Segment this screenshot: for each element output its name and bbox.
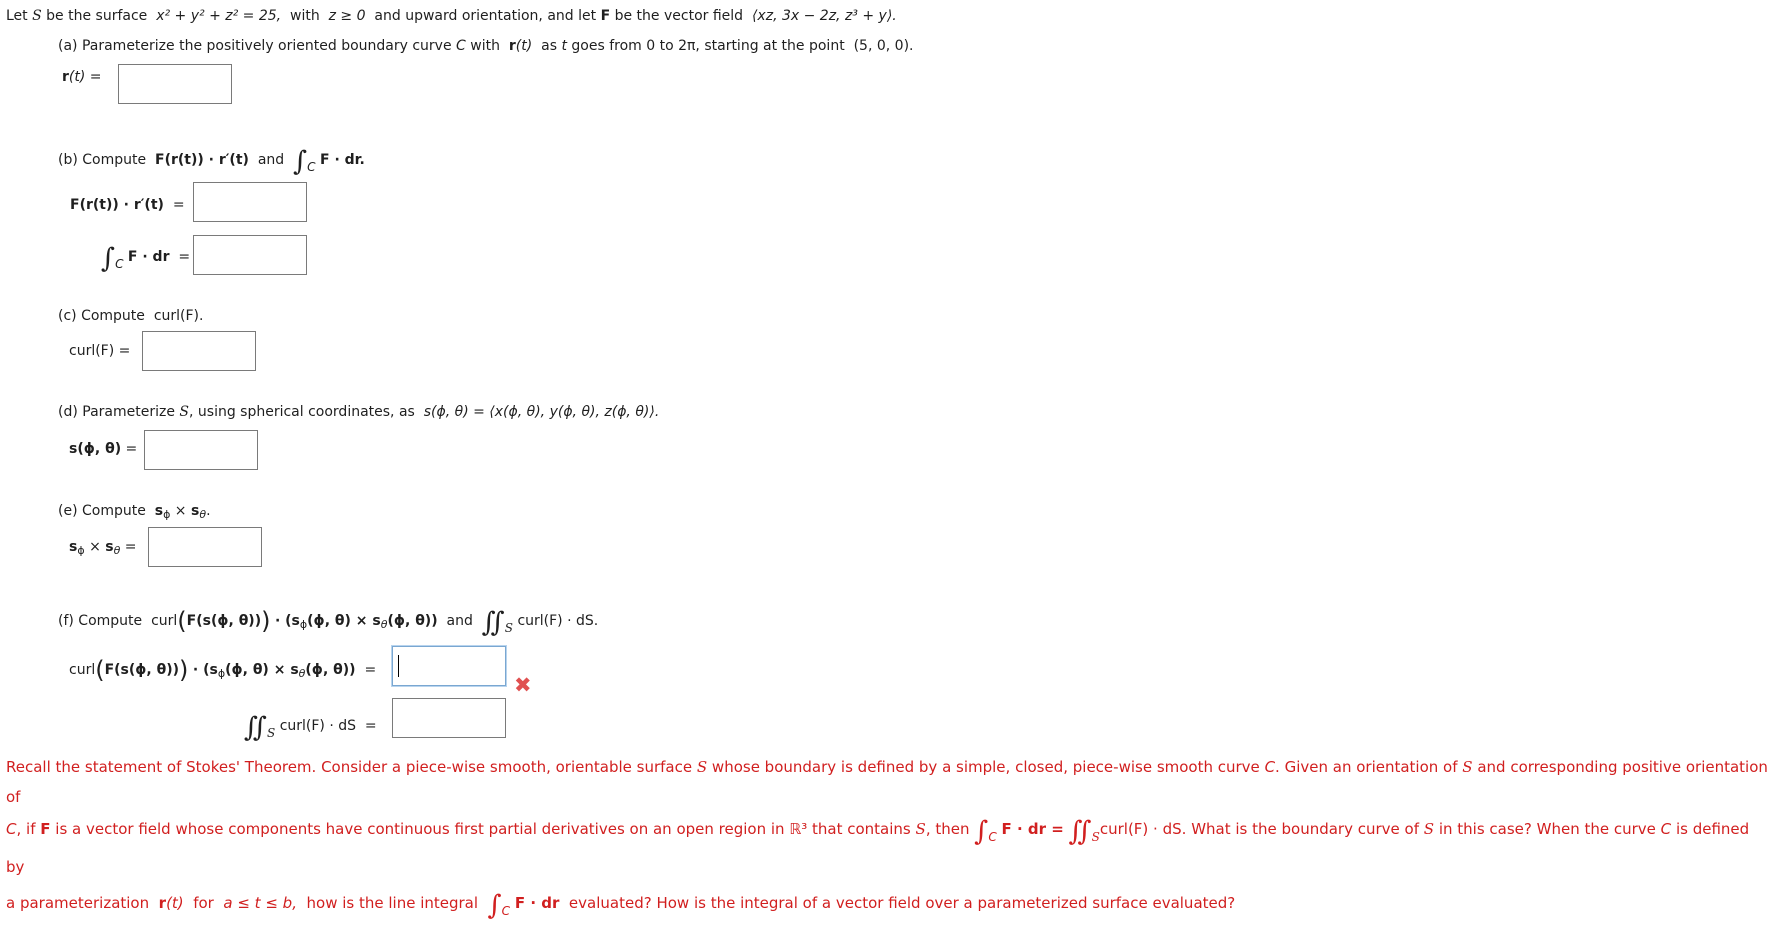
answer-input-f1[interactable] bbox=[392, 646, 506, 686]
incorrect-icon: ✖ bbox=[514, 673, 532, 697]
part-e-label: $s_\phi \times s_\theta$ = bbox=[69, 539, 137, 557]
answer-input-d[interactable] bbox=[144, 430, 258, 470]
part-a-question: (a) Parameterize the positively oriented boundary curve C with r(t) as t goes from 0 to 2π, starting at the point (5, 0, 0). bbox=[58, 38, 914, 54]
hint-line-3: a parameterization r(t) for a ≤ t ≤ b, how is the line integral $\int_C$ F · dr evaluated? How is the integral of a vector field over a parameterized surface evaluated? bbox=[6, 890, 1236, 921]
part-b-question: (b) Compute F(r(t)) · r′(t) and ∫C F · dr. bbox=[58, 146, 365, 177]
surface-integral-sign: ∬ bbox=[481, 607, 505, 638]
part-b-label-2: ∫C F · dr = bbox=[101, 243, 191, 274]
surface-symbol: S bbox=[32, 8, 42, 24]
hint-line-1: Recall the statement of Stokes' Theorem. Consider a piece-wise smooth, orientable surface S whose boundary is defined by a simple, closed, piece-wise smooth curve C. Given an orientation of S and corresponding positive orientation of bbox=[6, 758, 1768, 806]
part-b-label-1: F(r(t)) · r′(t) = bbox=[70, 197, 185, 213]
part-d-label: s(ϕ, θ) = bbox=[69, 441, 138, 457]
answer-input-e[interactable] bbox=[148, 527, 262, 567]
problem-statement: Let S be the surface x² + y² + z² = 25, with z ≥ 0 and upward orientation, and let F be the vector field ⟨xz, 3x − 2z, z³ + y⟩. bbox=[6, 8, 897, 24]
part-f-label-1: curl(F(s(ϕ, $\theta))) \cdot (s_\phi(\phi$, $\theta) \times s_\theta(\phi$, θ)) = bbox=[69, 656, 377, 684]
part-f-label-2: ∬S curl(F) · dS = bbox=[244, 712, 377, 743]
hint-line-2: C, if F is a vector field whose components have continuous first partial derivatives on an open region in ℝ³ that contains S, then $\int_C$ F · dr = $∬_Scurl(F)$ · dS. What is the boundary curve of S in this case? When the curve C is defined by bbox=[6, 816, 1750, 876]
vector-field: ⟨xz, 3x − 2z, z³ + y⟩. bbox=[751, 8, 897, 24]
answer-input-a[interactable] bbox=[118, 64, 232, 104]
part-c-question: (c) Compute curl(F). bbox=[58, 308, 204, 324]
answer-input-b2[interactable] bbox=[193, 235, 307, 275]
part-f-question: (f) Compute curl(F(s(ϕ, $\theta))) \cdot (s_\phi(\phi$, $\theta) \times s_\theta(\phi$, θ)) and ∬S curl(F) · dS. bbox=[58, 607, 599, 638]
text-cursor bbox=[398, 655, 399, 677]
part-a-label: r(t) = bbox=[62, 69, 102, 85]
answer-input-f2[interactable] bbox=[392, 698, 506, 738]
stokes-theorem-hint bbox=[6, 752, 1771, 926]
answer-input-c[interactable] bbox=[142, 331, 256, 371]
line-integral-sign: ∫ bbox=[293, 146, 308, 177]
part-e-question: (e) Compute $s_\phi \times s_\theta$. bbox=[58, 503, 211, 521]
surface-equation: x² + y² + z² = 25, bbox=[156, 8, 282, 24]
part-d-question: (d) Parameterize S, using spherical coordinates, as s(ϕ, θ) = ⟨x(ϕ, θ), y(ϕ, θ), z(ϕ, θ)⟩. bbox=[58, 404, 660, 420]
part-c-label: curl(F) = bbox=[69, 343, 131, 359]
answer-input-b1[interactable] bbox=[193, 182, 307, 222]
